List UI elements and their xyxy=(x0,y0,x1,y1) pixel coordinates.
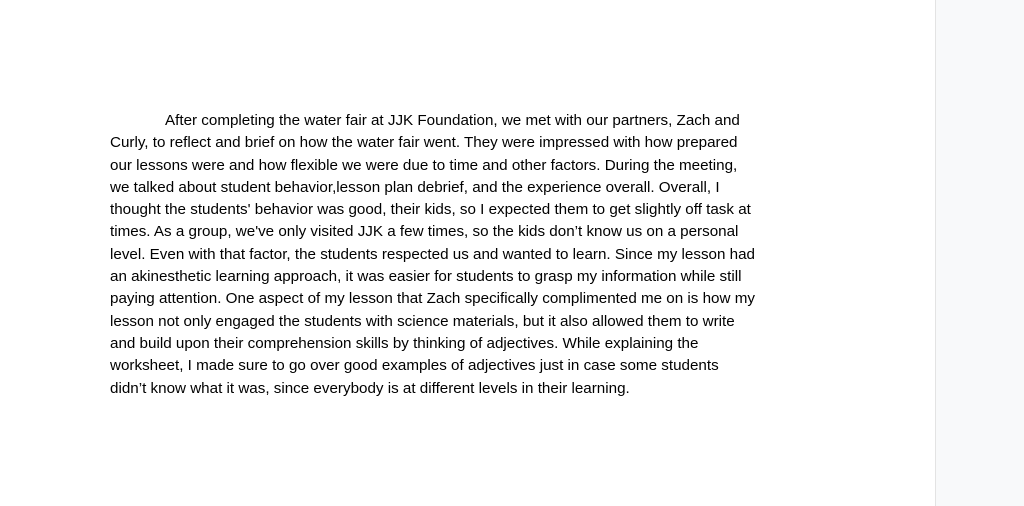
paragraph-line: our lessons were and how flexible we were due to time and other factors. During the meeting, xyxy=(110,156,738,174)
body-paragraph[interactable] xyxy=(110,110,838,400)
paragraph-line: times. As a group, we've only visited JJK a few times, so the kids don’t know us on a personal xyxy=(110,223,739,241)
paragraph-line: didn’t know what it was, since everybody is at different levels in their learning. xyxy=(110,379,630,397)
paragraph-line: we talked about student behavior,lesson plan debrief, and the experience overall. Overall, I xyxy=(110,178,720,196)
paragraph-line: level. Even with that factor, the students respected us and wanted to learn. Since my lesson had xyxy=(110,245,756,263)
paragraph-line: and build upon their comprehension skills by thinking of adjectives. While explaining the xyxy=(110,334,699,352)
paragraph-line: After completing the water fair at JJK Foundation, we met with our partners, Zach and xyxy=(165,112,740,129)
paragraph-line: lesson not only engaged the students with science materials, but it also allowed them to write xyxy=(110,312,735,330)
side-panel-gutter xyxy=(935,0,1024,506)
paragraph-line: thought the students' behavior was good, their kids, so I expected them to get slightly off task at xyxy=(110,201,751,219)
paragraph-line: an akinesthetic learning approach, it was easier for students to grasp my information while still xyxy=(110,268,742,286)
paragraph-line: Curly, to reflect and brief on how the water fair went. They were impressed with how prepared xyxy=(110,134,738,152)
paragraph-line: paying attention. One aspect of my lesson that Zach specifically complimented me on is how my xyxy=(110,290,755,308)
paragraph-line: worksheet, I made sure to go over good examples of adjectives just in case some students xyxy=(110,357,719,375)
